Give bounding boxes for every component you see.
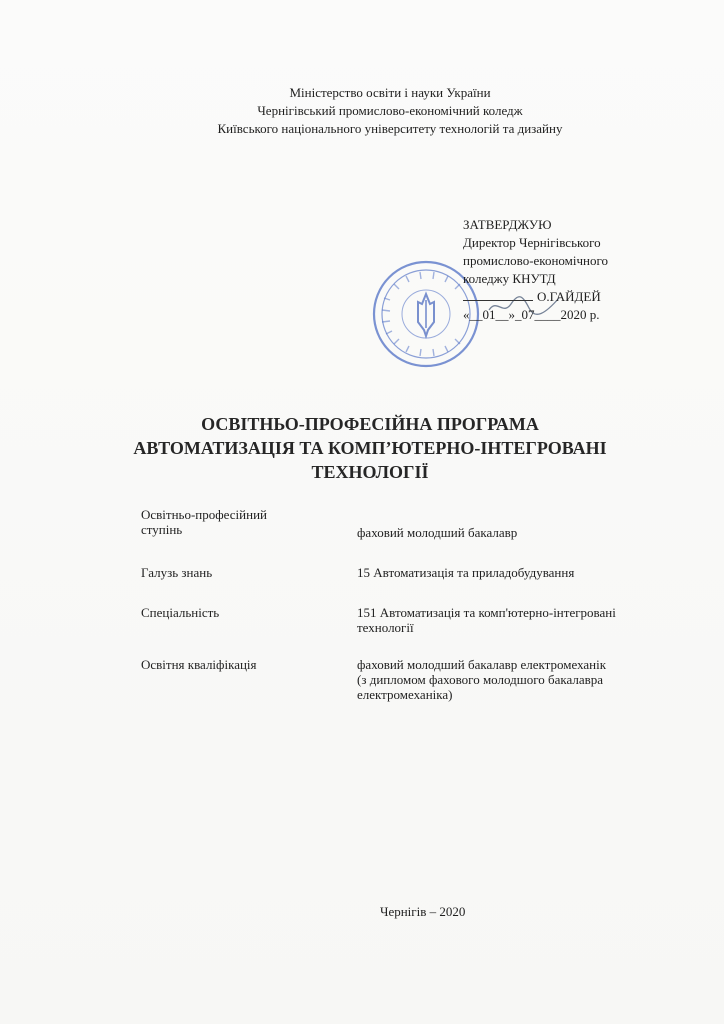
approval-title: ЗАТВЕРДЖУЮ — [463, 217, 552, 232]
university-line: Київського національного університету технологій та дизайну — [217, 121, 563, 136]
title-line-3: ТЕХНОЛОГІЇ — [311, 462, 429, 482]
qualification-label: Освітня кваліфікація — [141, 657, 257, 672]
signature-line — [463, 288, 663, 306]
approver-position-2: промислово-економічного — [463, 253, 609, 268]
signature-underline — [463, 300, 533, 301]
approver-position-3: коледжу КНУТД — [463, 271, 556, 286]
degree-label-line-2: ступінь — [141, 522, 183, 537]
qualification-value-line-2: (з дипломом фахового молодшого бакалавра — [357, 672, 604, 687]
specialty-value-line-2: технології — [357, 620, 414, 635]
qualification-value — [357, 657, 677, 702]
college-line: Чернігівський промислово-економічний коледж — [257, 103, 523, 118]
specialty-value — [357, 605, 677, 635]
degree-value: фаховий молодший бакалавр — [357, 525, 518, 540]
degree-label-line-1: Освітньо-професійний — [141, 507, 267, 522]
degree-label — [141, 507, 321, 537]
title-line-2: АВТОМАТИЗАЦІЯ ТА КОМП’ЮТЕРНО-ІНТЕГРОВАНІ — [133, 438, 607, 458]
approval-date: «__01__»_07____2020 р. — [463, 307, 600, 322]
place-year: Чернігів – 2020 — [380, 904, 466, 919]
title-line-1: ОСВІТНЬО-ПРОФЕСІЙНА ПРОГРАМА — [201, 414, 539, 434]
ministry-line: Міністерство освіти і науки України — [289, 85, 491, 100]
qualification-value-line-3: електромеханіка) — [357, 687, 453, 702]
approval-block — [463, 216, 663, 324]
signer-name: О.ГАЙДЕЙ — [537, 289, 601, 304]
field-label: Галузь знань — [141, 565, 213, 580]
approver-position-1: Директор Чернігівського — [463, 235, 601, 250]
institution-header — [150, 84, 630, 138]
qualification-value-line-1: фаховий молодший бакалавр електромеханік — [357, 657, 607, 672]
specialty-value-line-1: 151 Автоматизація та комп'ютерно-інтегровані — [357, 605, 616, 620]
specialty-label: Спеціальність — [141, 605, 220, 620]
program-title — [110, 412, 630, 484]
field-value: 15 Автоматизація та приладобудування — [357, 565, 575, 580]
